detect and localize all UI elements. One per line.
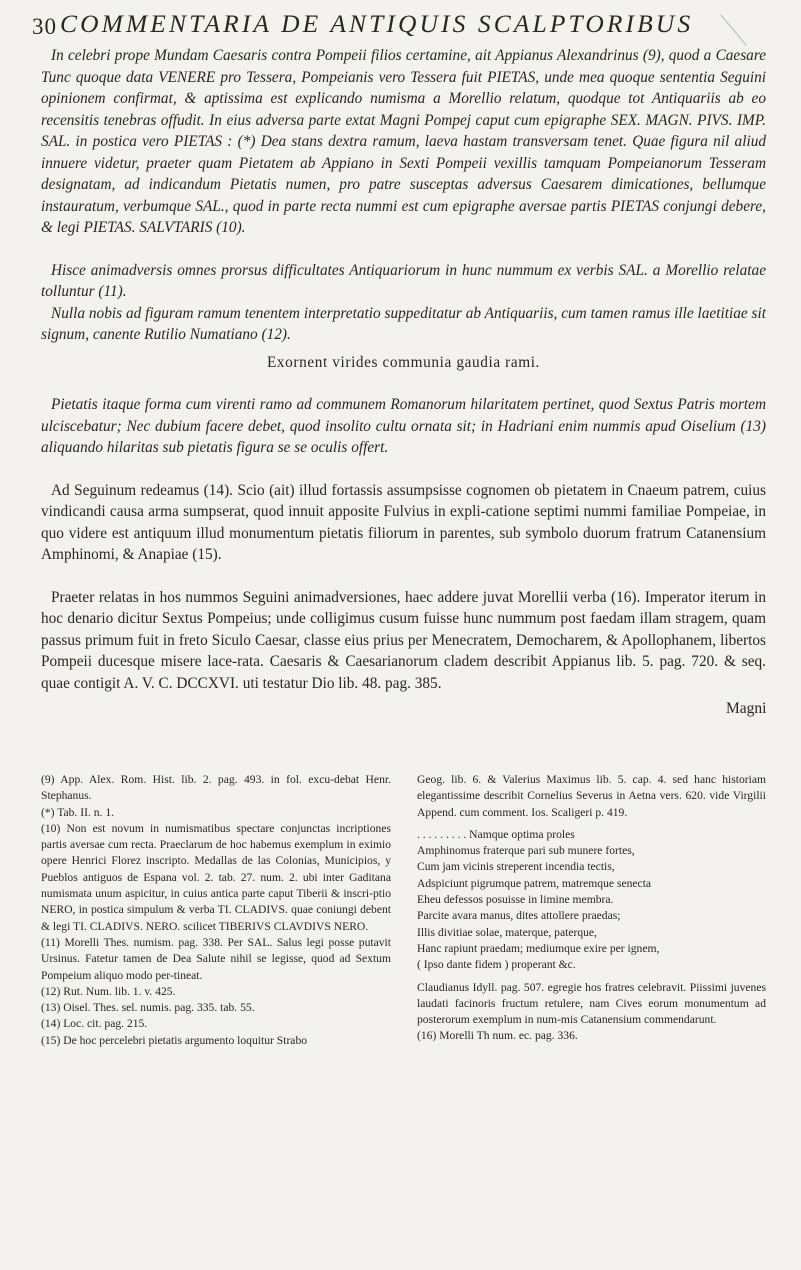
poem-line: ( Ipso dante fidem ) properant &c. [417,958,576,972]
footnote-15-continued: Geog. lib. 6. & Valerius Maximus lib. 5. cap. 4. sed hanc historiam elegantissime describit Cornelius Severus in Aetna vers. 620. vide Virgilii Append. cum comment. Ios. Scaligeri p. 419. [417,773,766,819]
footnote-9: (9) App. Alex. Rom. Hist. lib. 2. pag. 493. in fol. excu-debat Henr. Stephanus. [41,773,391,803]
paragraph-4: Pietatis itaque forma cum virenti ramo ad communem Romanorum hilaritatem pertinet, quod Sextus Patris mortem ulciscebatur; Nec dubium facere debet, quod insolito cultu ornata sit; in Hadriani enim nummis apud Oiselium (13) aliquando hilaritas sub pietatis figura se se oculis offert. [41,396,766,456]
footnote-12: (12) Rut. Num. lib. 1. v. 425. [41,984,176,998]
paragraph-2: Hisce animadversis omnes prorsus difficultates Antiquariorum in hunc nummum ex verbis SAL. a Morellio relatae tolluntur (11). [41,261,766,300]
poem-line: Hanc rapiunt praedam; mediumque exire per ignem, [417,941,660,955]
footnote-11: (11) Morelli Thes. numism. pag. 338. Per SAL. Salus legi posse putavit Ursinus. Fatetur tamen de Dea Salute nihil se legisse, quod ad Sextum Pompeium aliquo modo per-tineat. [41,935,391,982]
poem-line: Amphinomus fraterque pari sub munere fortes, [417,844,635,858]
page-header [32,6,772,40]
paragraph-1: In celebri prope Mundam Caesaris contra Pompeii filios certamine, ait Appianus Alexandrinus (9), quod a Caesare Tunc quoque data VENERE pro Tessera, Pompeianis vero Tessera fuit PIETAS, unde mea quoque sententia Seguini opinionem confirmat, & aptissima est explicando numisma a Morellio relatum, quodque tot Antiquariis ab eo recensitis tenebras offudit. In eius adversa parte extat Magni Pompej caput cum epigraphe SEX. MAGN. PIVS. IMP. SAL. in postica vero PIETAS : (*) Dea stans dextra ramum, laeva hastam transversam tenet. Quae figura nil aliud innuere videtur, praeter quam Pietatem ab Appiano in Sexti Pompeii vexillis tamquam Pompeianorum Tesseram designatam, ad indicandum Pietatis numen, pro patre susceptas adversus Caesarem dimicationes, bellumque instauratum, verbumque SAL., quod in parte recta nummi est cum epigraphe aversae partis PIETAS conjungi debere, & legi PIETAS. SALVTARIS (10). [41,47,766,236]
paragraph-5: Ad Seguinum redeamus (14). Scio (ait) illud fortassis assumpsisse cognomen ob pietatem in Cnaeum patrem, cuius vindicandi causa arma sumpserat, quod innuit apposite Fulvius in expli-catione septimi nummi familiae Pompeiae, in quo videre est antiquum illud monumentum pietatis filiorum in parentes, sub symbolo duorum fratrum Catanensium Amphinomi, & Anapiae (15). [41,481,766,563]
main-text [41,45,766,694]
poem-line: Illis divitiae solae, materque, paterque, [417,925,597,939]
quoted-poem [417,827,766,974]
footnote-claudianus: Claudianus Idyll. pag. 507. egregie hos fratres celebravit. Piissimi juvenes laudati facinoris fructum retulere, nam Cives eorum monumentum ad posterorum exemplum in num-mis Catanensium commendarunt. [417,980,766,1027]
footnote-14: (14) Loc. cit. pag. 215. [41,1017,148,1031]
catchword: Magni [726,700,767,717]
footnote-16: (16) Morelli Th num. ec. pag. 336. [417,1029,578,1043]
poem-line: Parcite avara manus, dites attollere praedas; [417,909,621,923]
poem-line: . . . . . . . . . Namque optima proles [417,827,575,841]
paragraph-6: Praeter relatas in hos nummos Seguini animadversiones, haec addere juvat Morellii verba (16). Imperator iterum in hoc denario dicitur Sextus Pompeius; unde colligimus cusum fuisse hunc nummum post faedam illam stragem, quam passus primum fuit in freto Siculo Caesar, classe eius prius per Menecratem, Democharem, & Apollophanem, libertos Pompeii ducesque misere lace-rata. Caesaris & Caesarianorum cladem describit Appianus lib. 5. pag. 720. & seq. quae contigit A. V. C. DCCXVI. uti testatur Dio lib. 48. pag. 385. [41,588,766,692]
poem-line: Eheu defessos posuisse in limine membra. [417,893,614,907]
footnote-10: (10) Non est novum in numismatibus spectare conjunctas incriptiones partis aversae cum recta. Praeclarum de hoc habemus exemplum in eximio opere Henrici Florez inscripto. Medallas de las Colonias, Municipios, y Pueblos antiguos de Espana vol. 2. tab. 27. num. 2. ubi inter Gaditana numismata unum aspicitur, in cuius antica parte caput Tiberii & inscri-ptio NERO, in postica simpulum & verba TI. CLADIVS. quae coniungi debent & legi TI. CLADIVS. NERO. scilicet TIBERIVS CLAVDIVS NERO. [41,821,391,933]
footnote-15: (15) De hoc percelebri pietatis argumento loquitur Strabo [41,1033,308,1047]
poem-line: Cum jam vicinis streperent incendia tectis, [417,860,615,874]
footnote-13: (13) Oisel. Thes. sel. numis. pag. 335. tab. 55. [41,1001,255,1015]
paragraph-3: Nulla nobis ad figuram ramum tenentem interpretatio suppeditatur ab Antiquariis, cum tamen ramus ille laetitiae sit signum, canente Rutilio Numatiano (12). [41,304,766,343]
poem-line: Adspiciunt pigrumque patrem, matremque senecta [417,876,652,890]
quoted-verse: Exornent virides communia gaudia rami. [266,353,540,371]
footnotes-right-column [417,772,766,1045]
footnotes-left-column [41,772,391,1049]
footnote-star: (*) Tab. II. n. 1. [41,805,115,819]
running-title: COMMENTARIA DE ANTIQUIS SCALPTORIBUS [60,9,694,38]
page-number: 30 [32,14,57,39]
